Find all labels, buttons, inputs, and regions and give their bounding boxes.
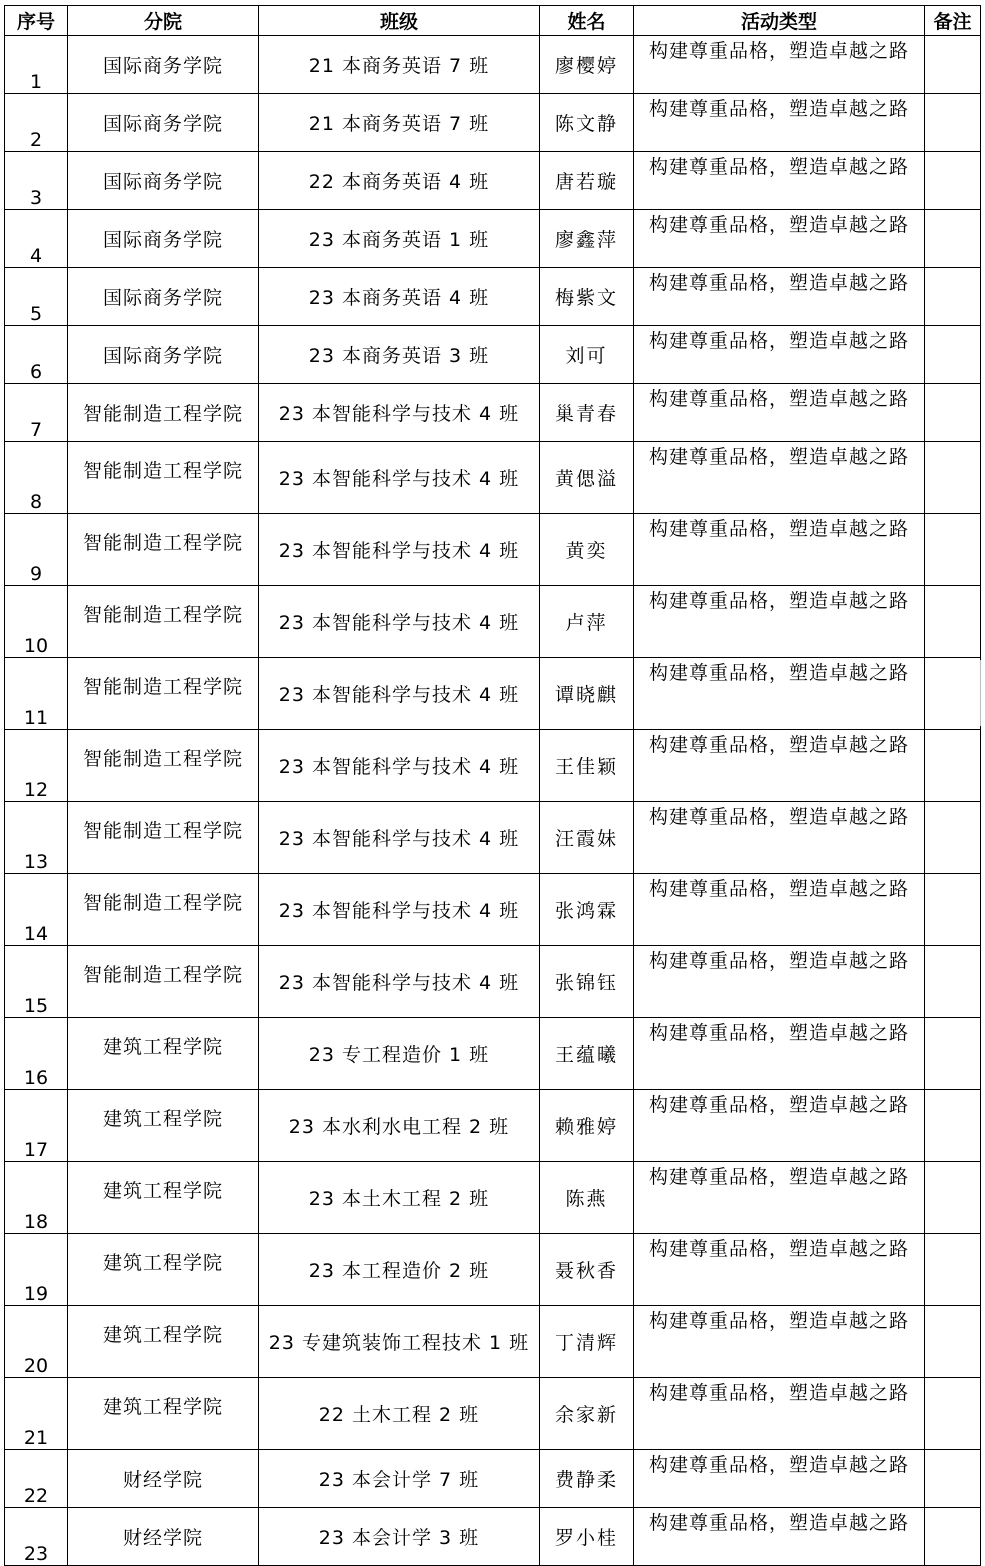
table-row — [5, 874, 981, 946]
row-note — [925, 658, 981, 730]
row-name: 丁清辉 — [540, 1306, 634, 1378]
row-activity: 构建尊重品格，塑造卓越之路 — [634, 210, 925, 268]
row-name: 赖雅婷 — [540, 1090, 634, 1162]
row-name: 汪霞妹 — [540, 802, 634, 874]
row-index: 1 — [5, 36, 68, 94]
row-activity: 构建尊重品格，塑造卓越之路 — [634, 94, 925, 152]
row-activity: 构建尊重品格，塑造卓越之路 — [634, 946, 925, 1018]
header-row — [5, 6, 981, 36]
row-activity: 构建尊重品格，塑造卓越之路 — [634, 384, 925, 442]
row-name: 余家新 — [540, 1378, 634, 1450]
row-name: 唐若璇 — [540, 152, 634, 210]
row-college: 建筑工程学院 — [68, 1234, 259, 1306]
row-activity: 构建尊重品格，塑造卓越之路 — [634, 152, 925, 210]
row-index: 19 — [5, 1234, 68, 1306]
row-note — [925, 268, 981, 326]
row-name: 聂秋香 — [540, 1234, 634, 1306]
row-name: 廖鑫萍 — [540, 210, 634, 268]
table-row — [5, 1378, 981, 1450]
row-college: 建筑工程学院 — [68, 1018, 259, 1090]
table-row — [5, 1306, 981, 1378]
roster-table — [4, 5, 981, 1566]
row-note — [925, 1450, 981, 1508]
row-name: 黄偲溢 — [540, 442, 634, 514]
row-index: 4 — [5, 210, 68, 268]
table-header — [5, 6, 981, 36]
row-activity: 构建尊重品格，塑造卓越之路 — [634, 326, 925, 384]
row-note — [925, 1306, 981, 1378]
row-activity: 构建尊重品格，塑造卓越之路 — [634, 1162, 925, 1234]
row-activity: 构建尊重品格，塑造卓越之路 — [634, 1090, 925, 1162]
table-row — [5, 1234, 981, 1306]
row-note — [925, 326, 981, 384]
row-college: 国际商务学院 — [68, 36, 259, 94]
row-index: 21 — [5, 1378, 68, 1450]
row-class: 21 本商务英语 7 班 — [259, 36, 540, 94]
row-index: 13 — [5, 802, 68, 874]
table-row — [5, 210, 981, 268]
row-class: 23 专工程造价 1 班 — [259, 1018, 540, 1090]
row-activity: 构建尊重品格，塑造卓越之路 — [634, 1234, 925, 1306]
row-note — [925, 1018, 981, 1090]
row-name: 王佳颖 — [540, 730, 634, 802]
row-index: 3 — [5, 152, 68, 210]
row-note — [925, 442, 981, 514]
table-row — [5, 802, 981, 874]
table-row — [5, 946, 981, 1018]
table-row — [5, 326, 981, 384]
row-name: 陈燕 — [540, 1162, 634, 1234]
row-note — [925, 36, 981, 94]
row-class: 21 本商务英语 7 班 — [259, 94, 540, 152]
row-index: 6 — [5, 326, 68, 384]
row-college: 国际商务学院 — [68, 210, 259, 268]
row-index: 23 — [5, 1508, 68, 1566]
row-college: 国际商务学院 — [68, 326, 259, 384]
row-college: 国际商务学院 — [68, 152, 259, 210]
row-note — [925, 1234, 981, 1306]
row-index: 17 — [5, 1090, 68, 1162]
row-college: 建筑工程学院 — [68, 1090, 259, 1162]
row-name: 费静柔 — [540, 1450, 634, 1508]
row-note — [925, 94, 981, 152]
row-activity: 构建尊重品格，塑造卓越之路 — [634, 1306, 925, 1378]
row-name: 巢青春 — [540, 384, 634, 442]
row-college: 智能制造工程学院 — [68, 442, 259, 514]
row-name: 王蕴曦 — [540, 1018, 634, 1090]
row-name: 刘可 — [540, 326, 634, 384]
row-index: 10 — [5, 586, 68, 658]
table-row — [5, 1090, 981, 1162]
row-index: 11 — [5, 658, 68, 730]
row-name: 黄奕 — [540, 514, 634, 586]
table-row — [5, 514, 981, 586]
row-class: 22 本商务英语 4 班 — [259, 152, 540, 210]
page-edge-mark — [980, 660, 985, 726]
table-body — [5, 36, 981, 1566]
header-class: 班级 — [259, 6, 540, 36]
row-class: 23 本会计学 7 班 — [259, 1450, 540, 1508]
table-row — [5, 586, 981, 658]
row-class: 23 本商务英语 4 班 — [259, 268, 540, 326]
table-row — [5, 442, 981, 514]
row-class: 23 本智能科学与技术 4 班 — [259, 442, 540, 514]
row-index: 2 — [5, 94, 68, 152]
row-activity: 构建尊重品格，塑造卓越之路 — [634, 514, 925, 586]
row-note — [925, 210, 981, 268]
row-note — [925, 1378, 981, 1450]
row-name: 梅紫文 — [540, 268, 634, 326]
row-note — [925, 946, 981, 1018]
row-note — [925, 384, 981, 442]
row-activity: 构建尊重品格，塑造卓越之路 — [634, 1378, 925, 1450]
header-activity: 活动类型 — [634, 6, 925, 36]
row-note — [925, 1508, 981, 1566]
row-name: 罗小桂 — [540, 1508, 634, 1566]
row-college: 建筑工程学院 — [68, 1162, 259, 1234]
row-class: 23 专建筑装饰工程技术 1 班 — [259, 1306, 540, 1378]
row-class: 23 本土木工程 2 班 — [259, 1162, 540, 1234]
row-index: 5 — [5, 268, 68, 326]
row-index: 7 — [5, 384, 68, 442]
table-row — [5, 1018, 981, 1090]
table-row — [5, 36, 981, 94]
row-activity: 构建尊重品格，塑造卓越之路 — [634, 1450, 925, 1508]
table-row — [5, 94, 981, 152]
row-college: 智能制造工程学院 — [68, 586, 259, 658]
row-college: 建筑工程学院 — [68, 1378, 259, 1450]
row-college: 建筑工程学院 — [68, 1306, 259, 1378]
row-name: 卢萍 — [540, 586, 634, 658]
table-row — [5, 1162, 981, 1234]
row-college: 智能制造工程学院 — [68, 514, 259, 586]
row-college: 智能制造工程学院 — [68, 874, 259, 946]
row-note — [925, 730, 981, 802]
row-activity: 构建尊重品格，塑造卓越之路 — [634, 268, 925, 326]
row-college: 国际商务学院 — [68, 268, 259, 326]
row-note — [925, 586, 981, 658]
row-class: 23 本水利水电工程 2 班 — [259, 1090, 540, 1162]
row-note — [925, 514, 981, 586]
row-index: 22 — [5, 1450, 68, 1508]
row-note — [925, 152, 981, 210]
row-class: 23 本智能科学与技术 4 班 — [259, 730, 540, 802]
row-college: 智能制造工程学院 — [68, 730, 259, 802]
row-class: 23 本智能科学与技术 4 班 — [259, 514, 540, 586]
header-college: 分院 — [68, 6, 259, 36]
row-index: 15 — [5, 946, 68, 1018]
row-index: 20 — [5, 1306, 68, 1378]
row-college: 国际商务学院 — [68, 94, 259, 152]
row-college: 智能制造工程学院 — [68, 802, 259, 874]
table-row — [5, 1508, 981, 1566]
row-college: 财经学院 — [68, 1450, 259, 1508]
row-class: 22 土木工程 2 班 — [259, 1378, 540, 1450]
row-college: 智能制造工程学院 — [68, 658, 259, 730]
row-note — [925, 1090, 981, 1162]
row-index: 16 — [5, 1018, 68, 1090]
row-activity: 构建尊重品格，塑造卓越之路 — [634, 802, 925, 874]
row-note — [925, 874, 981, 946]
table-row — [5, 658, 981, 730]
row-class: 23 本智能科学与技术 4 班 — [259, 586, 540, 658]
row-activity: 构建尊重品格，塑造卓越之路 — [634, 36, 925, 94]
row-index: 9 — [5, 514, 68, 586]
table-row — [5, 384, 981, 442]
row-activity: 构建尊重品格，塑造卓越之路 — [634, 1018, 925, 1090]
row-index: 18 — [5, 1162, 68, 1234]
header-note: 备注 — [925, 6, 981, 36]
row-index: 12 — [5, 730, 68, 802]
row-activity: 构建尊重品格，塑造卓越之路 — [634, 442, 925, 514]
row-class: 23 本智能科学与技术 4 班 — [259, 946, 540, 1018]
table-row — [5, 730, 981, 802]
row-class: 23 本智能科学与技术 4 班 — [259, 658, 540, 730]
row-class: 23 本智能科学与技术 4 班 — [259, 802, 540, 874]
header-name: 姓名 — [540, 6, 634, 36]
row-name: 廖樱婷 — [540, 36, 634, 94]
row-index: 14 — [5, 874, 68, 946]
row-name: 张鸿霖 — [540, 874, 634, 946]
row-class: 23 本商务英语 1 班 — [259, 210, 540, 268]
row-college: 智能制造工程学院 — [68, 384, 259, 442]
row-class: 23 本商务英语 3 班 — [259, 326, 540, 384]
header-index: 序号 — [5, 6, 68, 36]
row-activity: 构建尊重品格，塑造卓越之路 — [634, 1508, 925, 1566]
row-college: 智能制造工程学院 — [68, 946, 259, 1018]
row-class: 23 本会计学 3 班 — [259, 1508, 540, 1566]
row-name: 陈文静 — [540, 94, 634, 152]
row-name: 张锦钰 — [540, 946, 634, 1018]
row-class: 23 本工程造价 2 班 — [259, 1234, 540, 1306]
row-activity: 构建尊重品格，塑造卓越之路 — [634, 658, 925, 730]
row-activity: 构建尊重品格，塑造卓越之路 — [634, 730, 925, 802]
row-index: 8 — [5, 442, 68, 514]
row-activity: 构建尊重品格，塑造卓越之路 — [634, 586, 925, 658]
row-class: 23 本智能科学与技术 4 班 — [259, 874, 540, 946]
table-row — [5, 152, 981, 210]
row-class: 23 本智能科学与技术 4 班 — [259, 384, 540, 442]
row-name: 谭晓麒 — [540, 658, 634, 730]
row-college: 财经学院 — [68, 1508, 259, 1566]
row-note — [925, 802, 981, 874]
table-row — [5, 268, 981, 326]
row-activity: 构建尊重品格，塑造卓越之路 — [634, 874, 925, 946]
row-note — [925, 1162, 981, 1234]
table-row — [5, 1450, 981, 1508]
